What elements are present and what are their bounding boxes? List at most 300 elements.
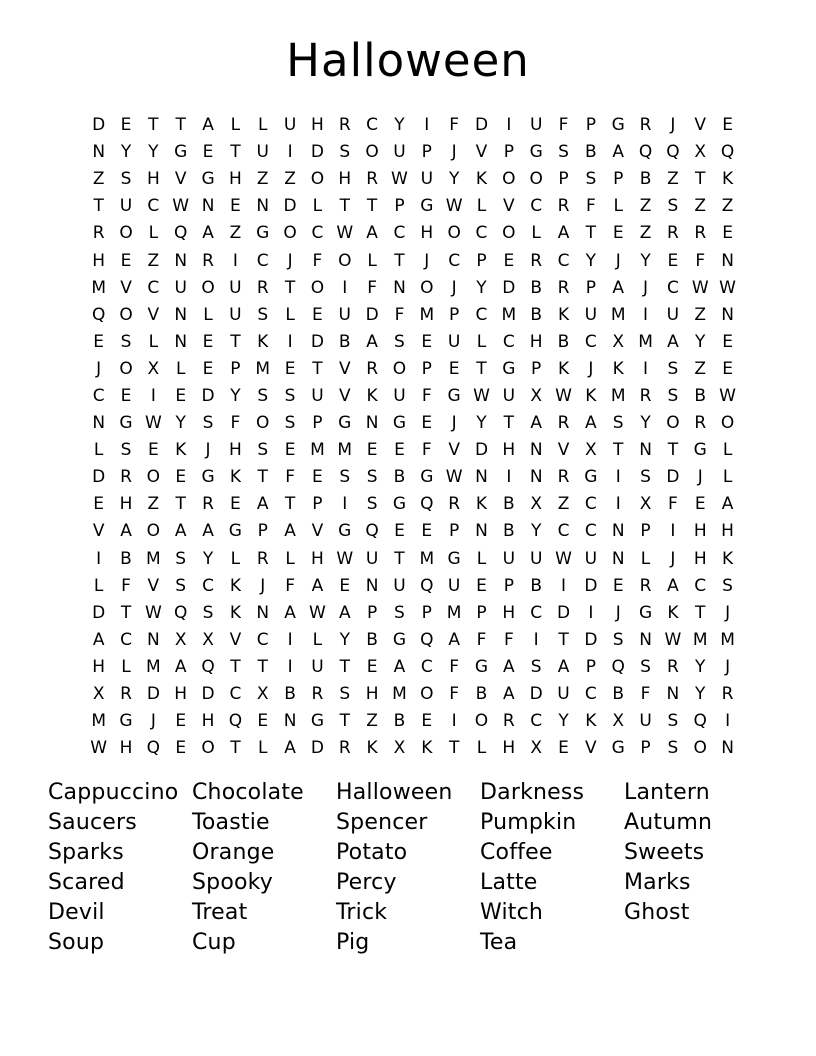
grid-letter: V	[229, 629, 242, 650]
grid-letter: F	[121, 575, 131, 596]
grid-letter: J	[424, 250, 430, 271]
grid-letter: X	[639, 494, 652, 515]
grid-letter: O	[310, 277, 325, 298]
grid-letter: P	[230, 358, 241, 379]
grid-letter: W	[445, 467, 463, 488]
grid-letter: A	[366, 223, 378, 244]
grid-letter: D	[92, 602, 106, 623]
grid-letter: J	[725, 602, 731, 623]
grid-row	[85, 735, 741, 762]
grid-letter: F	[585, 196, 596, 217]
grid-letter: I	[342, 494, 348, 515]
grid-letter: C	[92, 385, 105, 406]
word-search-grid	[85, 112, 741, 762]
grid-letter: A	[503, 684, 515, 705]
grid-letter: B	[502, 521, 515, 542]
grid-letter: Q	[228, 711, 243, 732]
grid-letter: G	[638, 602, 653, 623]
grid-letter: N	[256, 196, 270, 217]
grid-letter: P	[503, 142, 514, 163]
grid-letter: T	[175, 494, 186, 515]
grid-letter: X	[393, 738, 406, 759]
grid-letter: P	[312, 494, 323, 515]
grid-letter: J	[615, 602, 621, 623]
grid-letter: Z	[667, 169, 679, 190]
grid-letter: E	[120, 250, 132, 271]
word-item: Coffee	[480, 840, 553, 865]
grid-letter: T	[148, 115, 159, 136]
grid-letter: E	[366, 440, 378, 461]
grid-letter: T	[284, 277, 296, 298]
grid-letter: E	[421, 413, 433, 434]
grid-letter: N	[201, 196, 215, 217]
grid-letter: Y	[339, 629, 350, 650]
grid-letter: F	[558, 115, 569, 136]
grid-letter: T	[284, 494, 296, 515]
grid-letter: F	[640, 684, 651, 705]
grid-letter: E	[147, 440, 159, 461]
grid-letter: L	[312, 196, 323, 217]
grid-row	[85, 220, 741, 247]
grid-letter: A	[202, 115, 214, 136]
grid-letter: P	[531, 358, 542, 379]
grid-letter: N	[639, 440, 652, 461]
grid-letter: T	[93, 196, 104, 217]
grid-letter: L	[476, 548, 487, 569]
grid-letter: O	[420, 277, 434, 298]
grid-letter: I	[725, 711, 731, 732]
grid-letter: H	[311, 115, 324, 136]
grid-letter: U	[256, 142, 269, 163]
grid-letter: D	[666, 467, 680, 488]
grid-letter: E	[230, 196, 241, 217]
grid-letter: R	[448, 494, 461, 515]
grid-letter: D	[201, 385, 215, 406]
grid-letter: Z	[557, 494, 570, 515]
grid-letter: D	[92, 115, 106, 136]
grid-letter: V	[338, 358, 351, 379]
grid-row	[85, 546, 741, 573]
grid-letter: G	[420, 196, 434, 217]
grid-letter: G	[529, 142, 543, 163]
grid-letter: C	[584, 331, 597, 352]
grid-letter: Z	[147, 494, 160, 515]
grid-letter: Y	[230, 385, 241, 406]
grid-letter: P	[449, 521, 460, 542]
grid-letter: F	[503, 629, 514, 650]
grid-letter: O	[283, 223, 297, 244]
grid-letter: Q	[174, 602, 188, 623]
grid-letter: C	[530, 602, 543, 623]
grid-letter: P	[613, 169, 624, 190]
grid-letter: M	[610, 304, 626, 325]
grid-letter: R	[639, 115, 652, 136]
grid-letter: U	[338, 304, 351, 325]
grid-letter: S	[339, 467, 351, 488]
grid-letter: U	[502, 385, 516, 406]
grid-letter: X	[202, 629, 214, 650]
grid-letter: X	[585, 440, 597, 461]
grid-letter: U	[311, 656, 324, 677]
grid-letter: S	[202, 413, 214, 434]
grid-letter: S	[640, 656, 651, 677]
grid-letter: D	[584, 629, 598, 650]
grid-letter: W	[90, 738, 108, 759]
grid-letter: J	[287, 250, 293, 271]
grid-letter: X	[147, 358, 160, 379]
grid-letter: W	[719, 385, 736, 406]
grid-letter: I	[232, 250, 238, 271]
grid-letter: T	[339, 196, 350, 217]
grid-letter: Y	[476, 413, 487, 434]
word-item: Pumpkin	[480, 810, 577, 835]
grid-letter: P	[449, 304, 460, 325]
grid-letter: H	[228, 169, 242, 190]
grid-row	[85, 410, 741, 437]
grid-letter: F	[449, 115, 460, 136]
grid-letter: H	[693, 521, 707, 542]
grid-letter: B	[393, 711, 406, 732]
grid-letter: A	[174, 656, 187, 677]
grid-letter: J	[670, 548, 676, 569]
grid-letter: I	[287, 142, 293, 163]
grid-letter: Z	[92, 169, 105, 190]
grid-letter: N	[639, 629, 652, 650]
grid-letter: A	[530, 413, 542, 434]
page-title: Halloween	[286, 34, 530, 87]
grid-letter: W	[691, 277, 709, 298]
grid-letter: Y	[120, 142, 132, 163]
grid-row	[85, 302, 741, 329]
grid-letter: T	[667, 440, 679, 461]
grid-letter: G	[392, 413, 407, 434]
grid-letter: D	[556, 602, 571, 623]
grid-letter: A	[256, 494, 269, 515]
grid-letter: W	[445, 196, 463, 217]
grid-letter: C	[530, 196, 543, 217]
grid-letter: W	[336, 548, 354, 569]
grid-letter: Z	[639, 196, 652, 217]
grid-letter: S	[667, 358, 679, 379]
grid-row	[85, 518, 741, 545]
grid-letter: B	[393, 467, 406, 488]
grid-letter: L	[121, 656, 131, 677]
grid-letter: T	[394, 250, 405, 271]
word-item: Percy	[336, 870, 397, 895]
grid-letter: B	[530, 575, 542, 596]
grid-letter: L	[230, 548, 241, 569]
grid-letter: F	[421, 385, 432, 406]
grid-letter: U	[502, 548, 516, 569]
grid-letter: V	[174, 169, 187, 190]
word-item: Toastie	[192, 810, 270, 835]
grid-letter: P	[640, 738, 651, 759]
grid-letter: F	[312, 250, 323, 271]
grid-letter: E	[722, 331, 733, 352]
word-item: Spencer	[336, 810, 428, 835]
grid-letter: U	[393, 142, 406, 163]
grid-letter: E	[284, 440, 296, 461]
grid-letter: A	[448, 629, 460, 650]
grid-letter: K	[475, 169, 488, 190]
grid-letter: F	[695, 250, 706, 271]
grid-letter: M	[146, 656, 161, 677]
grid-letter: X	[612, 711, 625, 732]
grid-letter: Z	[694, 304, 707, 325]
grid-letter: J	[96, 358, 102, 379]
grid-letter: K	[257, 331, 269, 352]
grid-letter: O	[529, 169, 543, 190]
grid-letter: J	[260, 575, 266, 596]
grid-letter: O	[119, 358, 133, 379]
grid-letter: C	[502, 331, 515, 352]
grid-letter: Q	[146, 738, 161, 759]
grid-letter: I	[533, 629, 539, 650]
grid-letter: I	[287, 331, 293, 352]
grid-letter: S	[257, 385, 269, 406]
grid-letter: D	[201, 684, 215, 705]
grid-letter: T	[394, 548, 405, 569]
grid-letter: S	[202, 602, 214, 623]
grid-letter: Y	[640, 250, 651, 271]
grid-letter: U	[420, 169, 434, 190]
grid-letter: K	[557, 304, 570, 325]
word-item: Chocolate	[192, 780, 304, 805]
grid-letter: R	[202, 494, 214, 515]
word-list	[48, 778, 768, 958]
grid-letter: E	[476, 575, 487, 596]
grid-letter: U	[393, 385, 406, 406]
grid-letter: E	[722, 358, 733, 379]
grid-letter: O	[201, 738, 215, 759]
grid-letter: E	[93, 331, 105, 352]
grid-letter: H	[420, 223, 434, 244]
grid-letter: A	[721, 494, 734, 515]
grid-letter: S	[394, 331, 405, 352]
grid-letter: P	[366, 602, 378, 623]
grid-letter: A	[612, 142, 625, 163]
grid-letter: S	[175, 575, 187, 596]
grid-letter: T	[230, 331, 241, 352]
grid-letter: N	[721, 250, 734, 271]
grid-letter: O	[666, 413, 680, 434]
grid-letter: G	[201, 467, 215, 488]
grid-letter: P	[640, 521, 651, 542]
grid-letter: G	[174, 142, 188, 163]
grid-letter: I	[615, 467, 621, 488]
grid-letter: J	[451, 277, 457, 298]
word-item: Devil	[48, 900, 105, 925]
grid-letter: C	[530, 711, 543, 732]
grid-letter: U	[174, 277, 187, 298]
grid-letter: P	[312, 413, 323, 434]
word-item: Pig	[336, 930, 370, 955]
grid-letter: Q	[420, 575, 434, 596]
grid-row	[85, 491, 741, 518]
grid-letter: H	[502, 440, 516, 461]
grid-letter: V	[120, 277, 132, 298]
grid-letter: R	[694, 413, 707, 434]
grid-letter: B	[694, 385, 707, 406]
grid-letter: P	[257, 521, 268, 542]
grid-letter: Z	[694, 196, 707, 217]
grid-letter: F	[449, 656, 460, 677]
grid-letter: S	[530, 656, 542, 677]
grid-letter: X	[530, 738, 542, 759]
grid-letter: E	[202, 331, 214, 352]
grid-letter: S	[257, 440, 269, 461]
grid-letter: S	[257, 304, 269, 325]
grid-letter: I	[561, 575, 567, 596]
grid-letter: N	[721, 738, 734, 759]
word-item: Darkness	[480, 780, 585, 805]
grid-letter: R	[557, 196, 570, 217]
grid-letter: E	[175, 738, 187, 759]
grid-row	[85, 247, 741, 274]
grid-letter: A	[557, 223, 570, 244]
grid-letter: N	[174, 250, 188, 271]
grid-letter: L	[148, 223, 159, 244]
grid-letter: S	[284, 385, 296, 406]
grid-letter: S	[175, 548, 187, 569]
grid-letter: A	[284, 738, 296, 759]
grid-letter: A	[174, 521, 187, 542]
grid-letter: R	[256, 548, 269, 569]
grid-letter: I	[451, 711, 457, 732]
grid-letter: S	[667, 711, 679, 732]
grid-letter: Y	[530, 521, 542, 542]
grid-letter: J	[205, 440, 211, 461]
grid-letter: T	[558, 629, 569, 650]
grid-letter: T	[503, 413, 515, 434]
grid-row	[85, 329, 741, 356]
grid-letter: S	[667, 385, 679, 406]
grid-letter: U	[584, 548, 598, 569]
grid-letter: V	[694, 115, 707, 136]
grid-letter: R	[557, 277, 570, 298]
grid-row	[85, 383, 741, 410]
word-item: Sparks	[48, 840, 124, 865]
grid-letter: M	[91, 277, 106, 298]
grid-letter: S	[667, 196, 679, 217]
grid-letter: J	[643, 277, 649, 298]
grid-letter: G	[256, 223, 270, 244]
grid-letter: Y	[695, 331, 706, 352]
grid-letter: L	[367, 250, 377, 271]
word-item: Latte	[480, 870, 538, 895]
grid-letter: O	[119, 223, 133, 244]
grid-letter: T	[366, 196, 378, 217]
grid-letter: K	[585, 385, 597, 406]
grid-letter: I	[150, 385, 156, 406]
grid-letter: K	[612, 358, 624, 379]
grid-letter: F	[421, 440, 432, 461]
grid-letter: N	[174, 331, 188, 352]
grid-row	[85, 681, 741, 708]
grid-letter: R	[502, 711, 515, 732]
grid-letter: K	[421, 738, 433, 759]
grid-letter: O	[338, 250, 352, 271]
grid-letter: G	[693, 440, 707, 461]
grid-letter: T	[230, 142, 241, 163]
grid-letter: D	[310, 142, 324, 163]
grid-letter: P	[503, 575, 514, 596]
grid-letter: T	[230, 738, 241, 759]
grid-letter: O	[720, 413, 735, 434]
grid-letter: T	[120, 602, 132, 623]
grid-row	[85, 437, 741, 464]
grid-letter: N	[174, 304, 188, 325]
grid-letter: P	[585, 115, 596, 136]
grid-letter: N	[283, 711, 297, 732]
grid-letter: Z	[256, 169, 269, 190]
grid-letter: T	[257, 656, 268, 677]
grid-letter: R	[366, 358, 379, 379]
grid-letter: S	[640, 467, 651, 488]
word-item: Cup	[192, 930, 236, 955]
grid-letter: G	[447, 548, 461, 569]
grid-letter: B	[557, 331, 570, 352]
grid-letter: T	[257, 467, 268, 488]
grid-letter: J	[451, 413, 457, 434]
grid-letter: B	[585, 142, 597, 163]
grid-letter: E	[175, 385, 187, 406]
grid-letter: C	[557, 521, 570, 542]
grid-letter: O	[146, 521, 161, 542]
grid-letter: K	[585, 711, 597, 732]
grid-letter: T	[695, 169, 706, 190]
grid-letter: C	[393, 223, 406, 244]
grid-letter: V	[338, 385, 351, 406]
grid-letter: C	[311, 223, 324, 244]
grid-letter: C	[666, 277, 679, 298]
grid-letter: W	[555, 548, 572, 569]
grid-letter: G	[611, 738, 625, 759]
grid-letter: R	[694, 223, 707, 244]
grid-letter: D	[310, 738, 324, 759]
grid-letter: U	[119, 196, 133, 217]
grid-letter: I	[287, 629, 293, 650]
grid-letter: L	[257, 738, 268, 759]
grid-letter: M	[446, 602, 462, 623]
grid-letter: T	[339, 711, 350, 732]
grid-letter: R	[666, 656, 679, 677]
grid-letter: D	[146, 684, 160, 705]
grid-letter: N	[92, 413, 106, 434]
grid-letter: V	[503, 196, 515, 217]
grid-letter: K	[366, 738, 378, 759]
grid-letter: N	[611, 548, 625, 569]
grid-letter: P	[585, 656, 596, 677]
grid-letter: F	[476, 629, 487, 650]
grid-letter: J	[725, 656, 731, 677]
grid-letter: F	[449, 684, 460, 705]
grid-letter: E	[120, 385, 132, 406]
grid-letter: J	[451, 142, 457, 163]
grid-letter: V	[448, 440, 460, 461]
grid-letter: K	[366, 385, 378, 406]
grid-letter: A	[667, 575, 679, 596]
grid-letter: E	[202, 142, 214, 163]
grid-letter: M	[692, 629, 708, 650]
grid-letter: U	[365, 548, 379, 569]
grid-letter: C	[202, 575, 214, 596]
grid-letter: R	[557, 467, 570, 488]
grid-letter: E	[421, 521, 433, 542]
grid-letter: D	[584, 575, 598, 596]
grid-letter: J	[150, 711, 156, 732]
grid-letter: L	[230, 115, 241, 136]
